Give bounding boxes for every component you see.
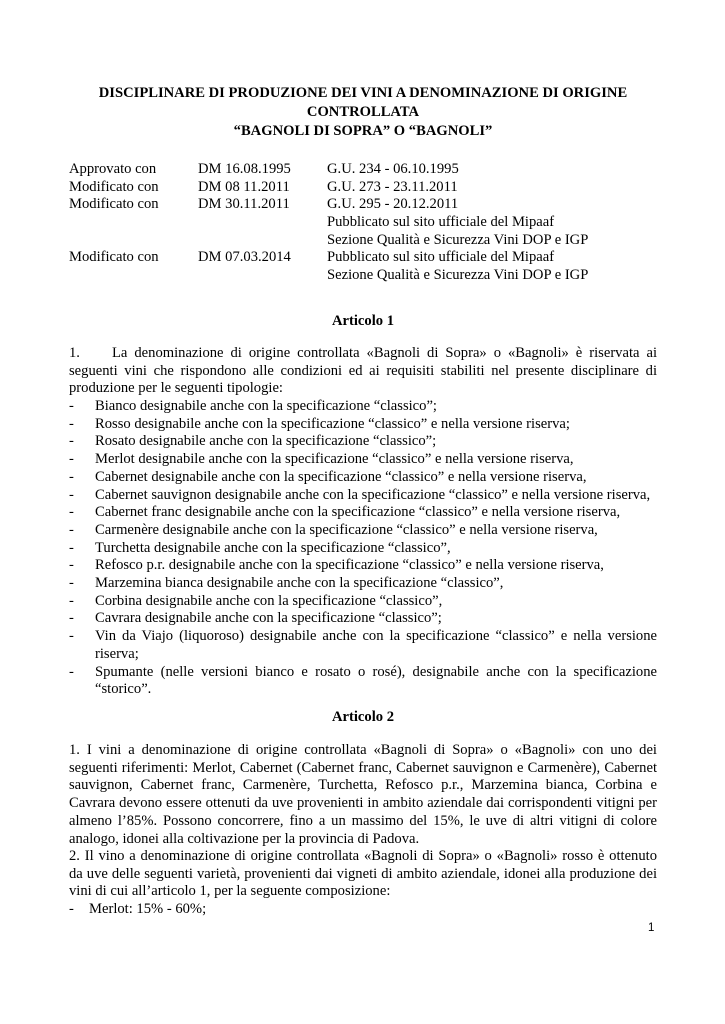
approval-reference: Sezione Qualità e Sicurezza Vini DOP e IGP (327, 267, 589, 284)
list-item (69, 416, 657, 434)
list-item-text: Merlot: 15% - 60%; (89, 901, 207, 917)
paragraph-line: da uve delle seguenti varietà, provenienti dai vigneti di ambito aziendale, idonei alla produzione dei (69, 865, 657, 882)
approval-row (69, 214, 659, 232)
article-1-heading: Articolo 1 (331, 313, 394, 329)
approval-label: Modificato con (69, 249, 159, 266)
list-item (69, 469, 657, 487)
list-item-text: Marzemina bianca designabile anche con la specificazione “classico”, (95, 575, 504, 592)
list-item-text: Refosco p.r. designabile anche con la specificazione “classico” e nella versione riserva, (95, 557, 604, 574)
list-item (69, 540, 657, 558)
approval-row (69, 267, 659, 285)
list-dash: - (69, 575, 74, 592)
approval-row (69, 249, 659, 267)
list-item (69, 593, 657, 611)
title-line-3: “BAGNOLI DI SOPRA” O “BAGNOLI” (233, 123, 493, 139)
intro-text: La denominazione di origine controllata «Bagnoli di Sopra» o «Bagnoli» è riservata ai (112, 345, 657, 361)
paragraph-line: almeno l’85%. Possono concorrere, fino a un massimo del 15%, le uve di altri vitigni di colore (69, 812, 657, 829)
list-item-text: Cabernet sauvignon designabile anche con la specificazione “classico” e nella versione riserva, (95, 486, 651, 503)
list-item (69, 398, 657, 416)
approval-reference: G.U. 234 - 06.10.1995 (327, 161, 459, 177)
list-item-text: Cabernet franc designabile anche con la specificazione “classico” e nella versione riserva, (95, 504, 621, 521)
list-dash: - (69, 592, 74, 609)
list-item-text: Carmenère designabile anche con la specificazione “classico” e nella versione riserva, (95, 521, 598, 538)
list-dash: - (69, 433, 74, 450)
list-dash: - (69, 468, 74, 485)
intro-line: produzione per le seguenti tipologie: (69, 380, 283, 397)
list-item-text: Merlot designabile anche con la specificazione “classico” e nella versione riserva, (95, 451, 574, 468)
list-dash: - (69, 521, 74, 538)
list-item (69, 557, 657, 575)
list-item-text: Cabernet designabile anche con la specificazione “classico” e nella versione riserva, (95, 468, 587, 485)
list-dash: - (69, 557, 74, 574)
approval-decree: DM 07.03.2014 (198, 249, 291, 266)
approval-reference: Sezione Qualità e Sicurezza Vini DOP e IGP (327, 231, 589, 248)
list-item-text: Corbina designabile anche con la specificazione “classico”, (95, 592, 443, 609)
intro-number: 1. (69, 345, 80, 361)
article-1-intro (69, 345, 657, 398)
list-item (69, 433, 657, 451)
list-dash: - (69, 398, 74, 414)
approval-label: Modificato con (69, 178, 159, 195)
approval-row (69, 179, 659, 197)
list-dash: - (69, 901, 74, 917)
paragraph-line: sauvignon, Cabernet franc, Carmenère, Turchetta, Refosco p.r., Marzemina bianca, Corbina e (69, 777, 657, 794)
list-item-text: Cavrara designabile anche con la specificazione “classico”; (95, 610, 442, 627)
list-item (69, 575, 657, 593)
paragraph-line: analogo, idonei alla coltivazione per la provincia di Padova. (69, 830, 420, 847)
paragraph-line: vini di cui all’articolo 1, per la seguente composizione: (69, 883, 391, 900)
list-dash: - (69, 539, 74, 556)
list-dash: - (69, 451, 74, 468)
intro-line (69, 345, 657, 363)
list-item-text: Bianco designabile anche con la specificazione “classico”; (95, 398, 437, 414)
title-line-1: DISCIPLINARE DI PRODUZIONE DEI VINI A DENOMINAZIONE DI ORIGINE (98, 85, 628, 101)
approval-table (69, 161, 659, 285)
list-item (69, 664, 657, 699)
list-dash: - (69, 486, 74, 503)
list-item (69, 522, 657, 540)
list-item-text-continued: “storico”. (95, 681, 152, 698)
list-dash: - (69, 628, 74, 645)
approval-decree: DM 30.11.2011 (198, 196, 290, 213)
document-title (69, 84, 657, 141)
list-item (69, 451, 657, 469)
article-1-types-list (69, 398, 657, 699)
approval-decree: DM 16.08.1995 (198, 161, 291, 177)
approval-row (69, 232, 659, 250)
article-2-composition-list (69, 901, 657, 919)
approval-row (69, 161, 659, 179)
approval-reference: Pubblicato sul sito ufficiale del Mipaaf (327, 249, 555, 266)
page-number: 1 (648, 922, 655, 934)
article-2-paragraph-2 (69, 848, 657, 901)
approval-decree: DM 08 11.2011 (198, 178, 290, 195)
list-item (69, 628, 657, 663)
article-2-paragraph-1 (69, 742, 657, 848)
approval-row (69, 196, 659, 214)
article-2-heading: Articolo 2 (331, 709, 394, 725)
paragraph-line: 1. I vini a denominazione di origine controllata «Bagnoli di Sopra» o «Bagnoli» con uno dei (69, 742, 657, 758)
paragraph-line: seguenti riferimenti: Merlot, Cabernet (Cabernet franc, Cabernet sauvignon e Carmenère), Cabernet (69, 759, 657, 776)
list-item-text: Turchetta designabile anche con la specificazione “classico”, (95, 539, 451, 556)
list-dash: - (69, 610, 74, 627)
approval-reference: Pubblicato sul sito ufficiale del Mipaaf (327, 214, 555, 231)
list-item-text: Vin da Viajo (liquoroso) designabile anche con la specificazione “classico” e nella versione (95, 628, 657, 645)
approval-label: Modificato con (69, 196, 159, 213)
list-item-text: Rosso designabile anche con la specificazione “classico” e nella versione riserva; (95, 415, 570, 432)
list-item (69, 504, 657, 522)
title-line-2: CONTROLLATA (306, 104, 420, 120)
list-dash: - (69, 504, 74, 521)
list-dash: - (69, 415, 74, 432)
approval-reference: G.U. 295 - 20.12.2011 (327, 196, 459, 213)
list-item-text: Rosato designabile anche con la specificazione “classico”; (95, 433, 437, 450)
approval-reference: G.U. 273 - 23.11.2011 (327, 178, 458, 195)
list-dash: - (69, 663, 74, 680)
list-item (69, 610, 657, 628)
list-item-text: Spumante (nelle versioni bianco e rosato o rosé), designabile anche con la specificazione (95, 663, 657, 680)
list-item (69, 487, 657, 505)
paragraph-line: Cavrara devono essere ottenuti da uve provenienti in ambito aziendale dai corrispondenti vitigni per (69, 795, 657, 812)
list-item (69, 901, 657, 919)
intro-line: seguenti vini che rispondono alle condizioni ed ai requisiti stabiliti nel presente disciplinare di (69, 362, 657, 379)
approval-label: Approvato con (69, 161, 157, 177)
list-item-text-continued: riserva; (95, 645, 139, 662)
paragraph-line: 2. Il vino a denominazione di origine controllata «Bagnoli di Sopra» o «Bagnoli» rosso è ottenuto (69, 848, 657, 864)
